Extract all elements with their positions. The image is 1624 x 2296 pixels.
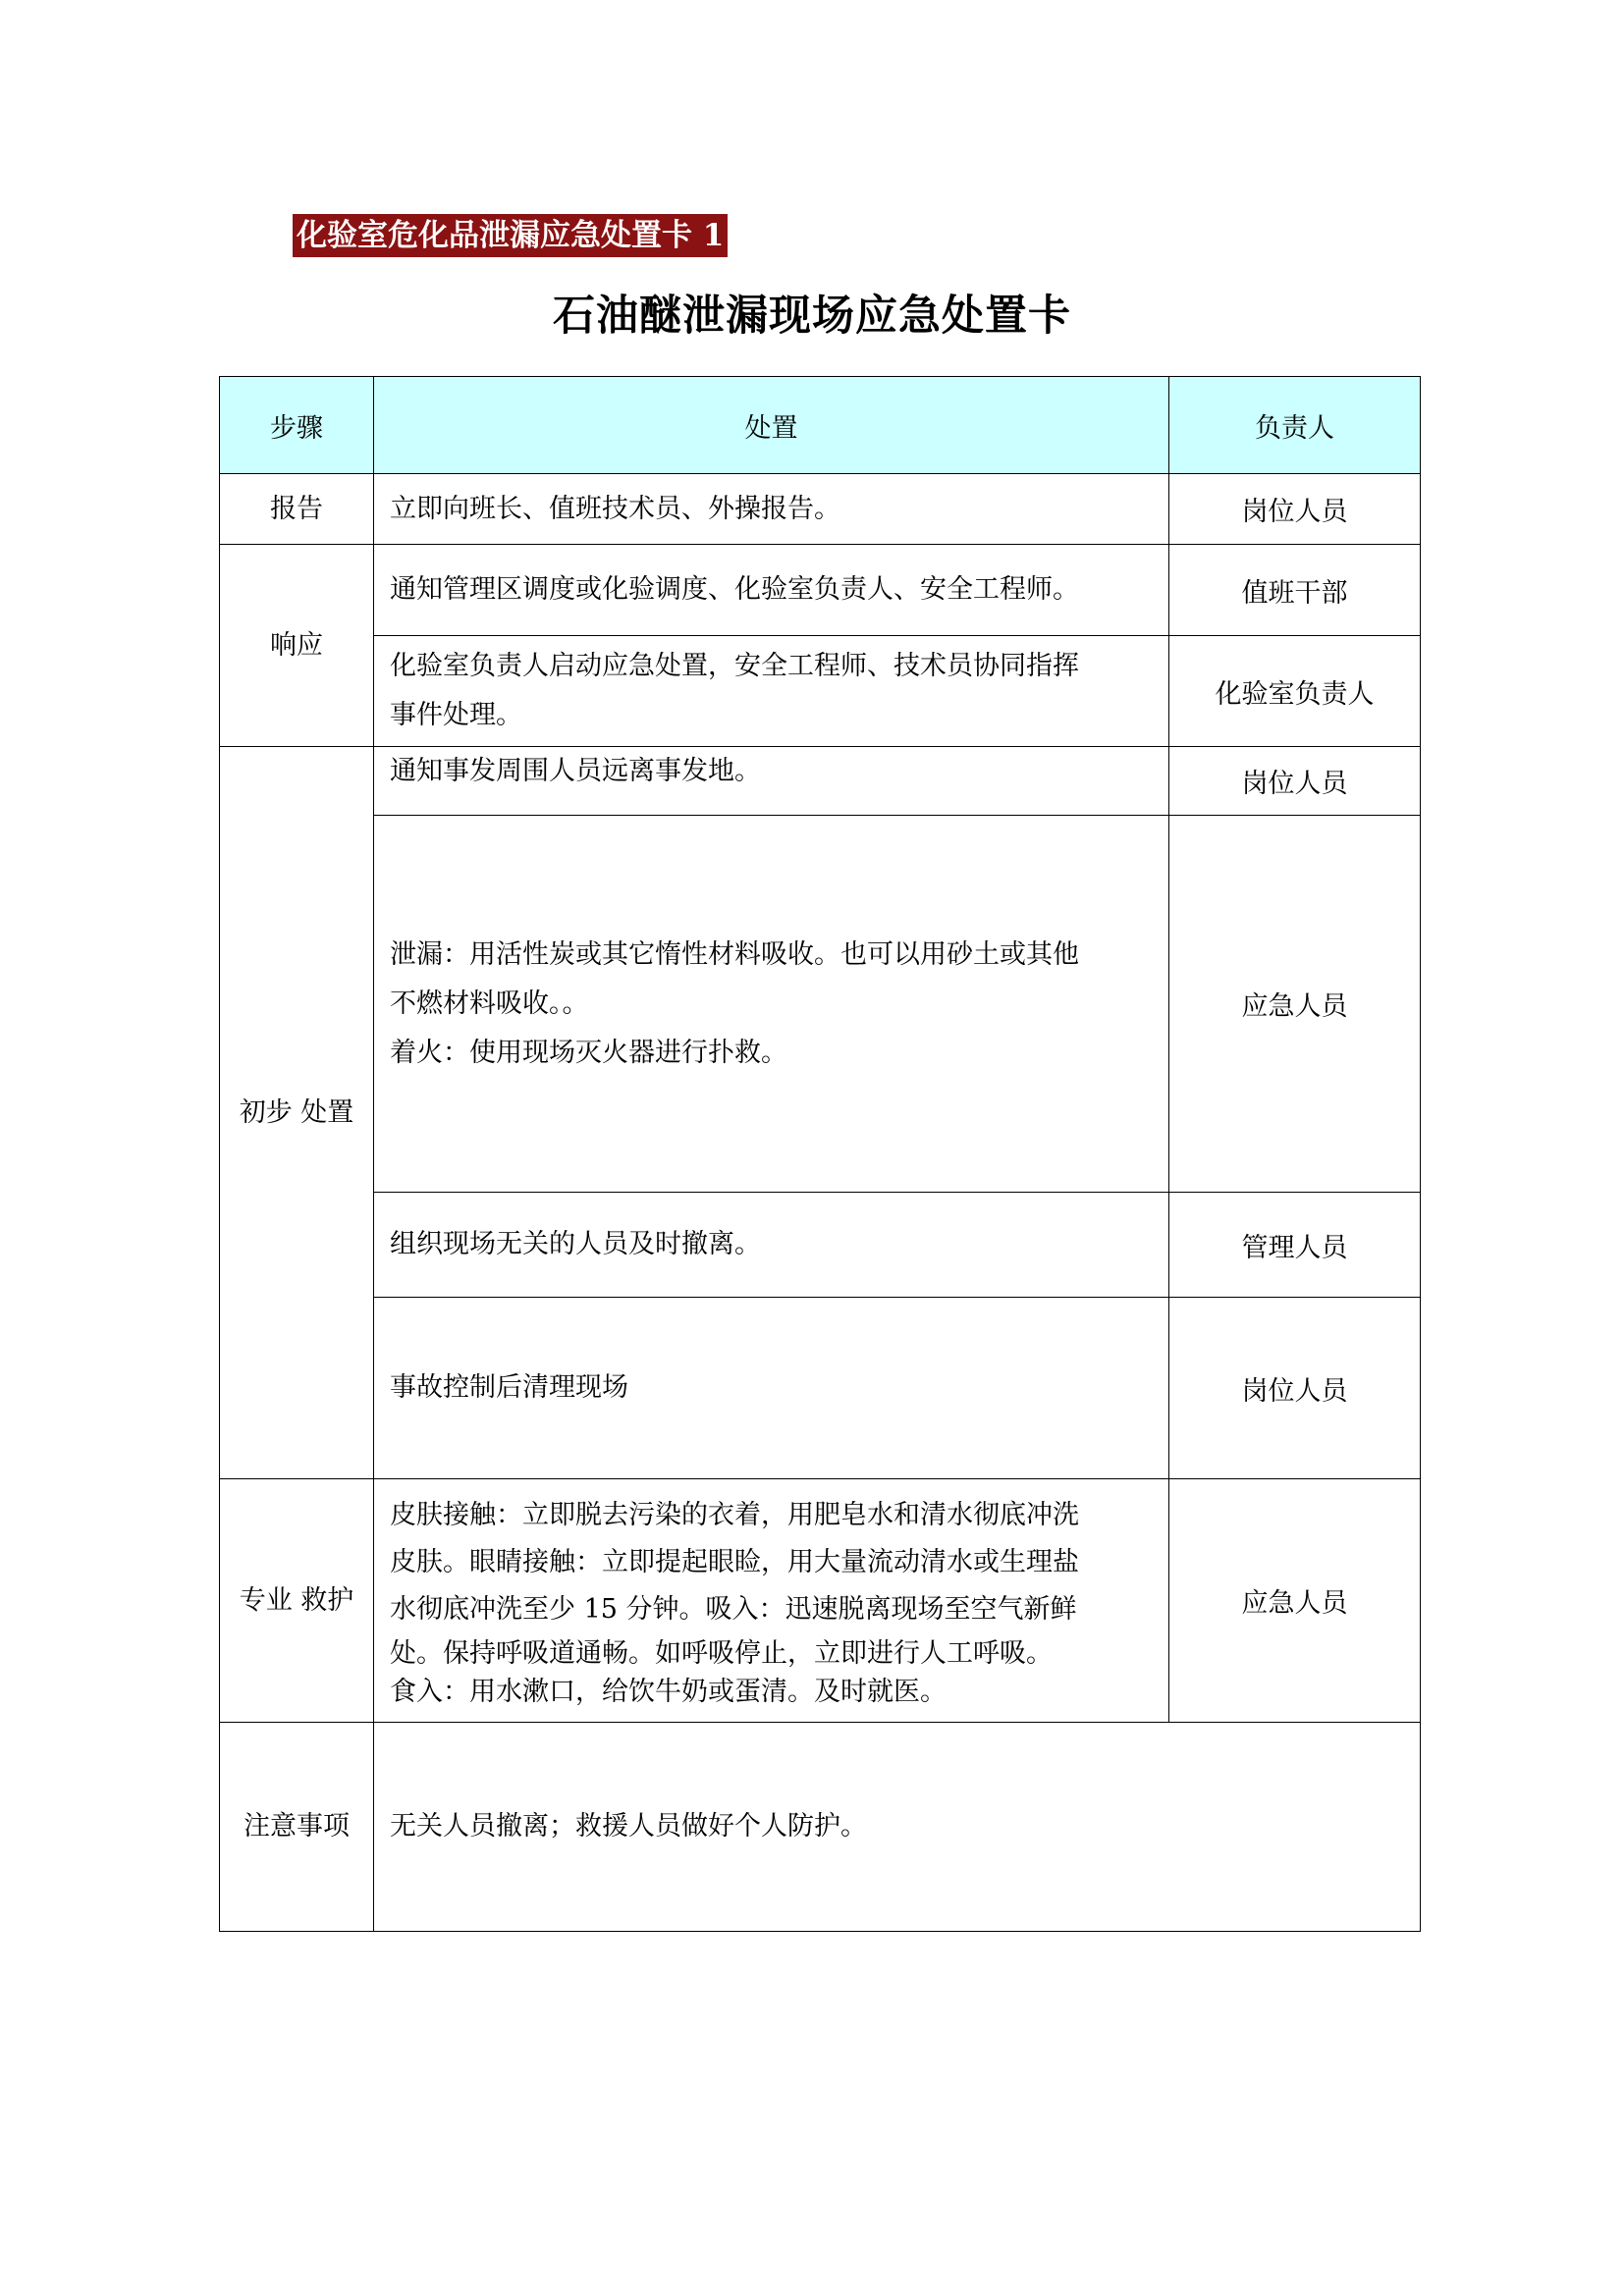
owner-initial-2: 应急人员 [1169, 816, 1421, 1193]
table-row [220, 747, 1421, 816]
step-rescue [220, 1479, 374, 1723]
owner-response-2: 化验室负责人 [1169, 636, 1421, 747]
table-header-row [220, 377, 1421, 474]
table-row [220, 816, 1421, 1193]
table-row [220, 1193, 1421, 1298]
action-rescue [374, 1479, 1169, 1723]
emergency-procedure-table [219, 376, 1421, 1932]
step-initial [220, 747, 374, 1479]
action-initial-1: 通知事发周围人员远离事发地。 [374, 747, 1169, 816]
step-report: 报告 [220, 474, 374, 545]
card-series-label: 化验室危化品泄漏应急处置卡 1 [293, 214, 728, 257]
text-line: 着火：使用现场灭火器进行扑救。 [390, 1037, 787, 1068]
action-initial-2 [374, 816, 1169, 1193]
table-row [220, 636, 1421, 747]
step-response: 响应 [220, 545, 374, 747]
header-owner: 负责人 [1169, 377, 1421, 474]
action-response-2 [374, 636, 1169, 747]
header-action: 处置 [374, 377, 1169, 474]
text-line: 皮肤。眼睛接触：立即提起眼睑，用大量流动清水或生理盐 [390, 1546, 1079, 1577]
owner-initial-3: 管理人员 [1169, 1193, 1421, 1298]
owner-initial-1: 岗位人员 [1169, 747, 1421, 816]
page-title: 石油醚泄漏现场应急处置卡 [553, 292, 1071, 341]
text-line: 事件处理。 [390, 700, 522, 730]
owner-rescue: 应急人员 [1169, 1479, 1421, 1723]
text-line: 处。保持呼吸道通畅。如呼吸停止，立即进行人工呼吸。 [390, 1637, 1053, 1669]
text-line: 初步 [239, 1096, 293, 1128]
text-line: 泄漏：用活性炭或其它惰性材料吸收。也可以用砂土或其他 [390, 938, 1079, 970]
header-step: 步骤 [220, 377, 374, 474]
table-row [220, 1298, 1421, 1479]
text-line: 专业 [239, 1584, 293, 1616]
action-report: 立即向班长、值班技术员、外操报告。 [374, 474, 1169, 545]
text-line: 救护 [300, 1584, 354, 1616]
text-line: 处置 [300, 1096, 354, 1128]
step-notes: 注意事项 [220, 1723, 374, 1932]
text-line: 水彻底冲洗至少 15 分钟。吸入：迅速脱离现场至空气新鲜 [390, 1593, 1077, 1625]
owner-response-1: 值班干部 [1169, 545, 1421, 636]
text-line: 皮肤接触：立即脱去污染的衣着，用肥皂水和清水彻底冲洗 [390, 1499, 1079, 1530]
owner-report: 岗位人员 [1169, 474, 1421, 545]
owner-initial-4: 岗位人员 [1169, 1298, 1421, 1479]
table-row [220, 474, 1421, 545]
action-response-1: 通知管理区调度或化验调度、化验室负责人、安全工程师。 [374, 545, 1169, 636]
action-initial-4: 事故控制后清理现场 [374, 1298, 1169, 1479]
table-row [220, 1479, 1421, 1723]
text-line: 食入：用水漱口，给饮牛奶或蛋清。及时就医。 [390, 1676, 947, 1707]
table-row [220, 1723, 1421, 1932]
action-notes: 无关人员撤离；救援人员做好个人防护。 [374, 1723, 1421, 1932]
text-line: 不燃材料吸收。。 [390, 988, 589, 1019]
action-initial-3: 组织现场无关的人员及时撤离。 [374, 1193, 1169, 1298]
text-line: 化验室负责人启动应急处置，安全工程师、技术员协同指挥 [390, 651, 1079, 681]
table-row [220, 545, 1421, 636]
